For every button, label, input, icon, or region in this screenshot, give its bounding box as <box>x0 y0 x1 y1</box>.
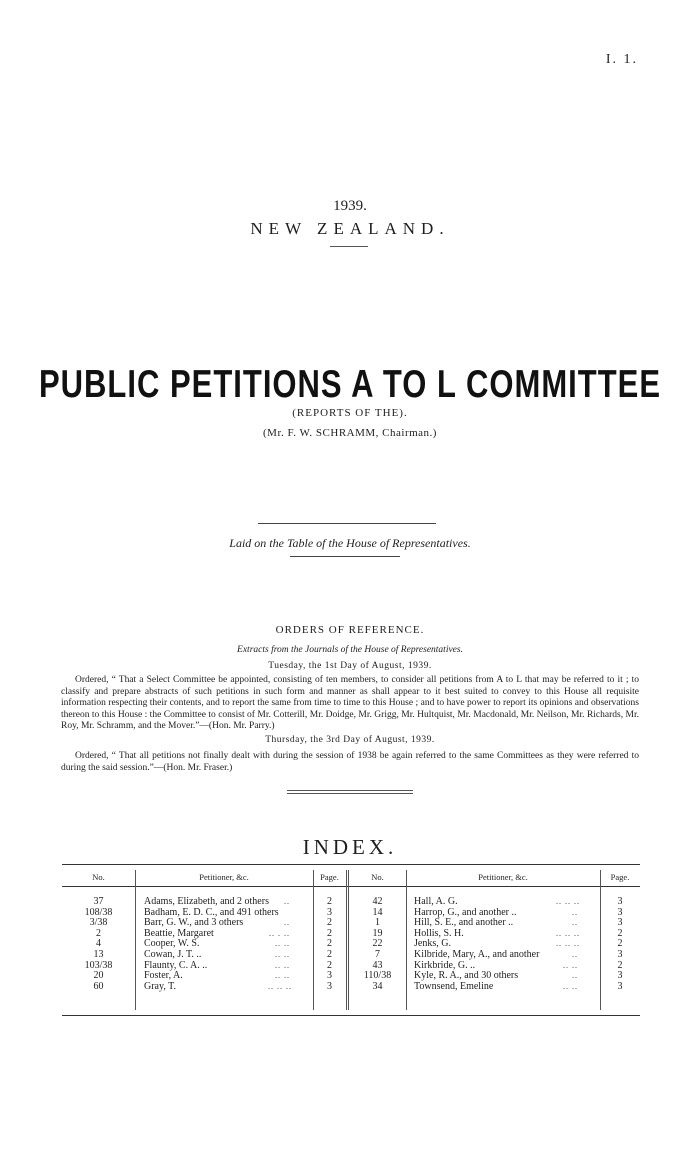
index-number: 4 <box>96 938 101 950</box>
index-number: 42 <box>372 896 383 907</box>
short-divider <box>330 246 368 247</box>
header-no-right: No. <box>371 872 384 882</box>
divider-above-laid <box>258 523 436 524</box>
page-number: 3 <box>617 970 623 982</box>
table-bottom-rule <box>62 1015 640 1016</box>
petitioner-name: Flaunty, C. A. .. <box>144 959 208 971</box>
index-number: 37 <box>93 896 104 907</box>
double-divider <box>287 790 413 794</box>
petitioner-name: Badham, E. D. C., and 491 others <box>144 906 279 918</box>
petitioner-name: Cooper, W. S. <box>144 938 200 950</box>
index-number: 20 <box>93 970 104 982</box>
column-rule <box>406 870 407 1010</box>
petitioner-name: Harrop, G., and another .. <box>414 906 517 918</box>
leader-dots: .. <box>284 897 290 906</box>
index-number: 103/38 <box>84 959 113 971</box>
index-title: INDEX. <box>302 835 398 859</box>
laid-on-table: Laid on the Table of the House of Representatives. <box>229 536 471 550</box>
leader-dots: .. <box>572 971 578 981</box>
index-number: 2 <box>96 927 101 939</box>
petitioner-name: Cowan, J. T. .. <box>144 949 202 960</box>
index-number: 13 <box>93 949 104 960</box>
page-number: 2 <box>327 896 332 907</box>
leader-dots: .. .. <box>275 950 290 959</box>
leader-dots: .. <box>572 950 578 959</box>
page-number: 2 <box>327 949 332 960</box>
index-number: 7 <box>375 949 380 960</box>
header-petitioner-right: Petitioner, &c. <box>478 872 528 882</box>
index-number: 3/38 <box>89 917 108 929</box>
leader-dots: .. .. .. <box>556 939 580 949</box>
document-subtitle: (REPORTS OF THE). <box>292 407 408 419</box>
index-number: 22 <box>372 938 383 950</box>
index-number: 34 <box>372 980 383 992</box>
leader-dots: .. <box>572 907 578 917</box>
page-number: 2 <box>327 917 332 929</box>
petitioner-name: Hollis, S. H. <box>414 927 464 939</box>
header-petitioner-left: Petitioner, &c. <box>199 872 249 882</box>
leader-dots: .. . .. <box>269 928 290 938</box>
column-rule <box>135 870 136 1010</box>
header-no-left: No. <box>92 872 105 882</box>
leader-dots: .. .. .. <box>268 981 292 991</box>
page-number: 3 <box>327 906 332 918</box>
page-number: 3 <box>327 970 332 982</box>
petitioner-name: Gray, T. <box>144 980 177 992</box>
orders-of-reference-title: ORDERS OF REFERENCE. <box>275 624 425 636</box>
page-reference: I. 1. <box>605 52 638 67</box>
leader-dots: .. .. <box>563 960 578 970</box>
table-top-rule <box>62 864 640 865</box>
chairman-line: (Mr. F. W. SCHRAMM, Chairman.) <box>263 427 437 439</box>
leader-dots: .. .. <box>275 939 290 949</box>
petitioner-name: Hall, A. G. <box>414 896 458 907</box>
journal-extracts-note: Extracts from the Journals of the House of Representatives. <box>237 645 463 655</box>
country-heading: NEW ZEALAND. <box>250 219 450 238</box>
petitioner-name: Beattie, Margaret <box>144 927 214 939</box>
index-number: 43 <box>372 959 383 971</box>
first-order-date: Tuesday, the 1st Day of August, 1939. <box>268 661 432 671</box>
page-number: 3 <box>617 906 623 918</box>
header-page-left: Page. <box>320 872 339 882</box>
petitioner-name: Adams, Elizabeth, and 2 others <box>144 896 269 907</box>
page-number: 2 <box>327 927 332 939</box>
page-number: 3 <box>617 980 623 992</box>
header-page-right: Page. <box>610 872 630 882</box>
table-header-rule <box>62 886 640 887</box>
first-order-text: Ordered, “ That a Select Committee be appointed, consisting of ten members, to consider all petitions from A to L that may be referred to it ; to classify and prepare abstracts of such petitions in such form and manner as shall appear to it best suited to convey to this House all requisite information respecting their contents, and to report the same from time to time to this House ; and to have power to report its opinions and observations thereon to this House : the Committee to consist of Mr. Cotterill, Mr. Doidge, Mr. Grigg, Mr. Hultquist, Mr. Macdonald, Mr. Neilson, Mr. Richards, Mr. Roy, Mr. Schramm, and the Mover.”—(Hon. Mr. Parry.) <box>61 675 639 731</box>
page-number: 3 <box>617 917 623 929</box>
petitioner-name: Kyle, R. A., and 30 others <box>414 970 519 982</box>
index-number: 19 <box>372 927 383 939</box>
leader-dots: .. .. <box>563 981 578 991</box>
index-number: 60 <box>93 980 104 992</box>
petitioner-name: Kirkbride, G. .. <box>414 959 476 971</box>
index-number: 108/38 <box>84 906 113 918</box>
petitioner-name: Hill, S. E., and another .. <box>414 917 514 929</box>
index-number: 14 <box>372 906 383 918</box>
page-number: 3 <box>327 980 332 992</box>
index-number: 110/38 <box>363 970 392 982</box>
leader-dots: .. .. .. <box>556 897 580 906</box>
page-number: 2 <box>327 959 332 971</box>
page-number: 2 <box>617 927 623 939</box>
page-number: 3 <box>617 949 623 960</box>
index-number: 1 <box>375 917 380 929</box>
second-order-text: Ordered, “ That all petitions not finally dealt with during the session of 1938 be again referred to the same Committees as they were referred to during the said session.”—(Hon. Mr. Fraser.) <box>61 751 639 773</box>
divider-below-laid <box>290 556 400 557</box>
page-number: 2 <box>617 959 623 971</box>
leader-dots: .. <box>284 918 290 928</box>
petitioner-name: Jenks, G. <box>414 938 451 950</box>
leader-dots: .. <box>572 918 578 928</box>
leader-dots: .. .. .. <box>556 928 580 938</box>
second-order-date: Thursday, the 3rd Day of August, 1939. <box>265 735 435 745</box>
petitioner-name: Barr, G. W., and 3 others <box>144 917 244 929</box>
petitioner-name: Kilbride, Mary, A., and another <box>414 949 540 960</box>
page-number: 3 <box>617 896 623 907</box>
leader-dots: .. .. <box>275 971 290 981</box>
petitioner-name: Foster, A. <box>144 970 183 982</box>
page-number: 2 <box>617 938 623 950</box>
petitioner-name: Townsend, Emeline <box>414 980 494 992</box>
leader-dots: .. .. <box>275 960 290 970</box>
document-title: PUBLIC PETITIONS A TO L COMMITTEE <box>38 362 661 406</box>
year: 1939. <box>333 198 367 214</box>
page-number: 2 <box>327 938 332 950</box>
